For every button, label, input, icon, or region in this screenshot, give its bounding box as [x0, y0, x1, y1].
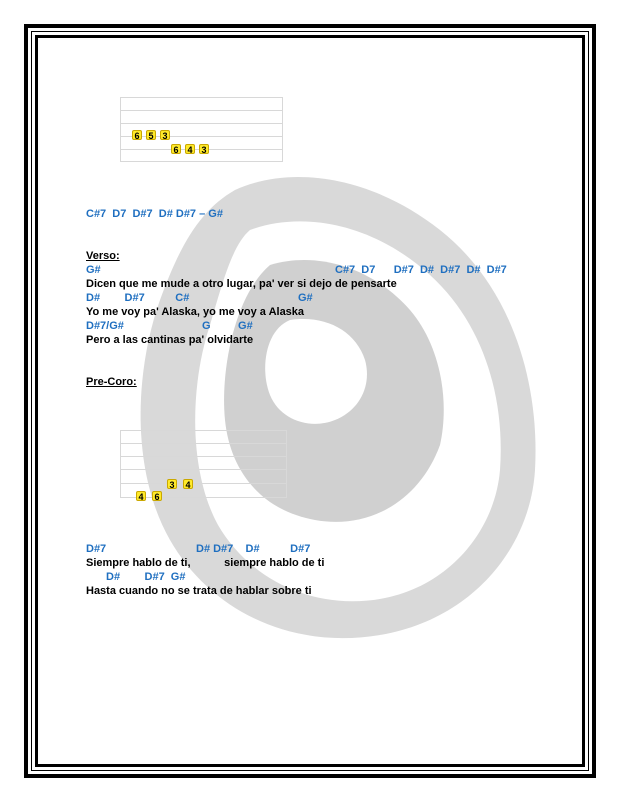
precoro-tablature: [120, 430, 287, 502]
tab-fret-number: 6: [152, 491, 162, 501]
chord-line: D#7: [86, 543, 107, 555]
tab-fret-number: 3: [160, 130, 170, 140]
tab-fret-number: 4: [136, 491, 146, 501]
chord-line: D#7/G#: [86, 320, 124, 332]
chord-line: G#: [86, 264, 101, 276]
verse-heading: Verso:: [86, 250, 120, 262]
intro-tablature: [120, 97, 283, 162]
precoro-heading: Pre-Coro:: [86, 376, 137, 388]
tab-fret-number: 3: [167, 479, 177, 489]
chord-line: D# D#7 G#: [106, 571, 186, 583]
lyric-line: Yo me voy pa' Alaska, yo me voy a Alaska: [86, 306, 305, 318]
lyric-line: Siempre hablo de ti, siempre hablo de ti: [86, 557, 325, 569]
intro-chord-line: C#7 D7 D#7 D# D#7 – G#: [86, 208, 223, 220]
chord-line: G#: [298, 292, 313, 304]
lyric-line: Hasta cuando no se trata de hablar sobre ti: [86, 585, 312, 597]
tab-fret-number: 3: [199, 144, 209, 154]
lyric-line: Pero a las cantinas pa' olvidarte: [86, 334, 254, 346]
chord-line: D# D#7 D# D#7: [196, 543, 311, 555]
tab-fret-number: 5: [146, 130, 156, 140]
tab-fret-number: 6: [171, 144, 181, 154]
lyric-line: Dicen que me mude a otro lugar, pa' ver si dejo de pensarte: [86, 278, 397, 290]
chord-line: D# D#7 C#: [86, 292, 190, 304]
chord-line: G G#: [202, 320, 253, 332]
tab-fret-number: 6: [132, 130, 142, 140]
tab-fret-number: 4: [183, 479, 193, 489]
tab-fret-number: 4: [185, 144, 195, 154]
chord-line: C#7 D7 D#7 D# D#7 D# D#7: [335, 264, 507, 276]
